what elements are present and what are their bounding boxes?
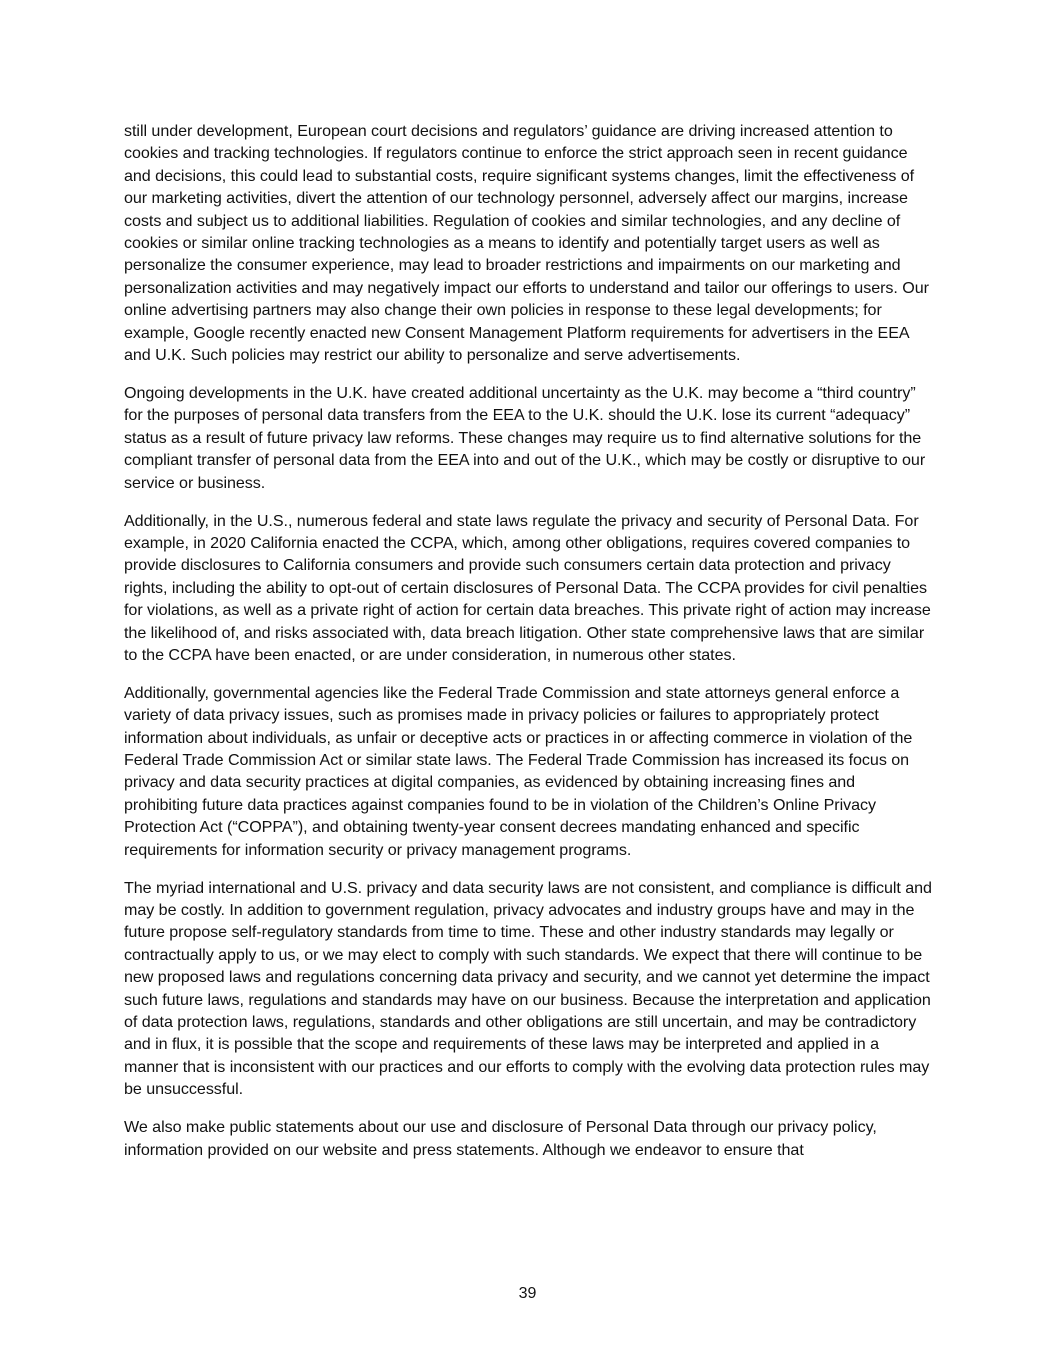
paragraph-us-privacy-laws: Additionally, in the U.S., numerous federal and state laws regulate the privacy and security of Personal Data. For example, in 2020 California enacted the CCPA, which, among other obligations, requires covered companies to provide disclosures to California consumers and provide such consumers certain data protection and privacy rights, including the ability to opt-out of certain disclosures of Personal Data. The CCPA provides for civil penalties for violations, as well as a private right of action for certain data breaches. This private right of action may increase the likelihood of, and risks associated with, data breach litigation. Other state comprehensive laws that are similar to the CCPA have been enacted, or are under consideration, in numerous other states.	[124, 511, 931, 664]
paragraph-public-statements: We also make public statements about our use and disclosure of Personal Data through our privacy policy, information provided on our website and press statements. Although we endeavor to ensure that	[124, 1118, 877, 1159]
paragraph-cookies-regulation: still under development, European court decisions and regulators’ guidance are driving increased attention to cookies and tracking technologies. If regulators continue to enforce the strict approach seen in recent guidance and decisions, this could lead to substantial costs, require significant systems changes, limit the effectiveness of our marketing activities, divert the attention of our technology personnel, adversely affect our margins, increase costs and subject us to additional liabilities. Regulation of cookies and similar technologies, and any decline of cookies or similar online tracking technologies as a means to identify and potentially target users as well as personalize the consumer experience, may lead to broader restrictions and impairments on our marketing and personalization activities and may negatively impact our efforts to understand and tailor our offerings to users. Our online advertising partners may also change their own policies in response to these legal developments; for example, Google recently enacted new Consent Management Platform requirements for advertisers in the EEA and U.K. Such policies may restrict our ability to personalize and serve advertisements.	[124, 122, 929, 365]
page-number: 39	[518, 1285, 537, 1302]
page-body	[124, 120, 932, 1176]
paragraph-ftc-enforcement: Additionally, governmental agencies like the Federal Trade Commission and state attorneys general enforce a variety of data privacy issues, such as promises made in privacy policies or failures to appropriately protect information about individuals, as unfair or deceptive acts or practices in or affecting commerce in violation of the Federal Trade Commission Act or similar state laws. The Federal Trade Commission has increased its focus on privacy and data security practices at digital companies, as evidenced by obtaining increasing fines and prohibiting future data practices against companies found to be in violation of the Children’s Online Privacy Protection Act (“COPPA”), and obtaining twenty-year consent decrees mandating enhanced and specific requirements for information security or privacy management programs.	[124, 683, 913, 859]
paragraph-uk-developments: Ongoing developments in the U.K. have created additional uncertainty as the U.K. may become a “third country” for the purposes of personal data transfers from the EEA to the U.K. should the U.K. lose its current “adequacy” status as a result of future privacy law reforms. These changes may require us to find alternative solutions for the compliant transfer of personal data from the EEA into and out of the U.K., which may be costly or disruptive to our service or business.	[124, 383, 926, 492]
paragraph-inconsistent-laws: The myriad international and U.S. privacy and data security laws are not consistent, and compliance is difficult and may be costly. In addition to government regulation, privacy advocates and industry groups have and may in the future propose self-regulatory standards from time to time. These and other industry standards may legally or contractually apply to us, or we may elect to comply with such standards. We expect that there will continue to be new proposed laws and regulations concerning data privacy and security, and we cannot yet determine the impact such future laws, regulations and standards may have on our business. Because the interpretation and application of data protection laws, regulations, standards and other obligations are still uncertain, and may be contradictory and in flux, it is possible that the scope and requirements of these laws may be interpreted and applied in a manner that is inconsistent with our practices and our efforts to comply with the evolving data protection rules may be unsuccessful.	[124, 878, 932, 1099]
